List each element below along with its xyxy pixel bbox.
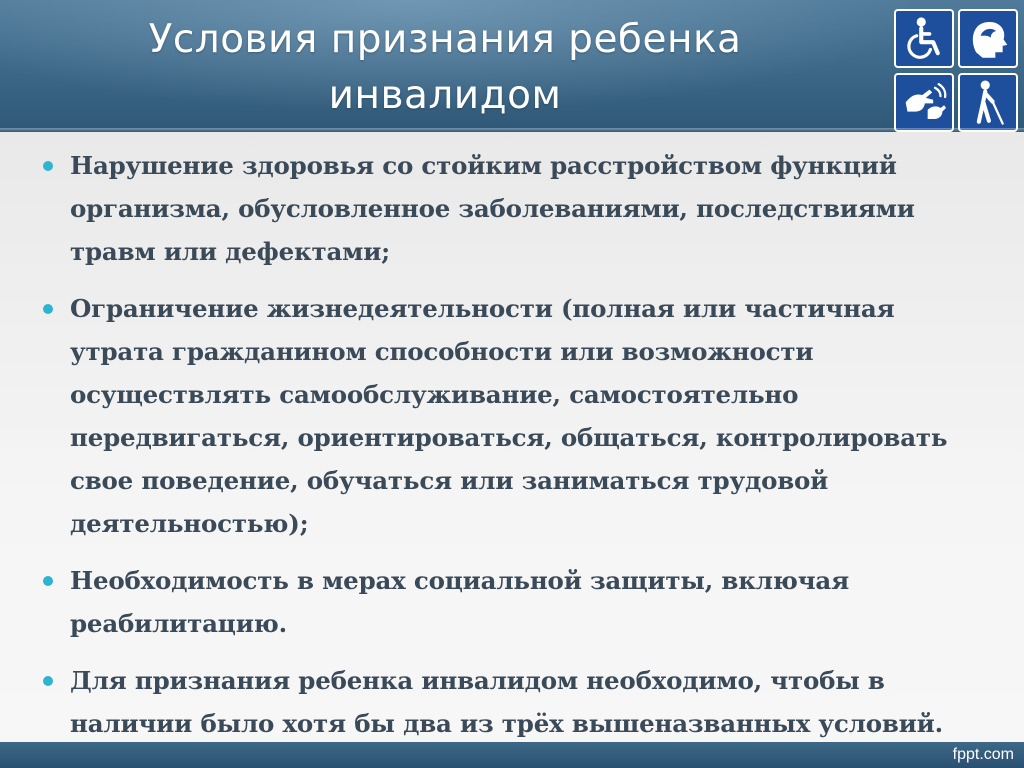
bullet-text: Для признания ребенка инвалидом необходимо, чтобы в наличии было хотя бы два из трёх вышеназванных условий. bbox=[70, 666, 943, 738]
bullet-dot bbox=[43, 676, 53, 686]
bullet-dot bbox=[43, 304, 53, 314]
bullet-dot bbox=[43, 161, 53, 171]
sign-language-icon bbox=[894, 73, 954, 132]
bullet-text: Ограничение жизнедеятельности (полная или частичная утрата гражданином способности или возможности осуществлять самообслуживание, самостоятельно передвигаться, ориентироваться, общаться, контролировать свое поведение, обучаться или заниматься трудовой деятельностью); bbox=[70, 294, 948, 538]
bullet-text: Нарушение здоровья со стойким расстройством функций организма, обусловленное заболеваниями, последствиями травм или дефектами; bbox=[70, 151, 915, 266]
bullet-dot bbox=[43, 576, 53, 586]
bullet-item-life-limitation bbox=[40, 287, 990, 545]
head-profile-icon bbox=[958, 9, 1018, 68]
footer-watermark: fppt.com bbox=[952, 746, 1014, 763]
accessibility-icons bbox=[892, 7, 1020, 133]
bullet-text: Необходимость в мерах социальной защиты, включая реабилитацию. bbox=[70, 566, 850, 638]
wheelchair-icon bbox=[894, 9, 954, 68]
bullet-list bbox=[40, 144, 990, 759]
blind-cane-icon bbox=[958, 73, 1018, 132]
bullet-item-social-protection bbox=[40, 559, 990, 645]
slide-content bbox=[0, 132, 1024, 742]
bullet-item-health-impairment bbox=[40, 144, 990, 273]
slide-footer bbox=[0, 742, 1024, 768]
bullet-item-recognition-rule bbox=[40, 659, 990, 745]
slide-title: Условия признания ребенка инвалидом bbox=[148, 17, 742, 118]
slide-header bbox=[0, 0, 1024, 132]
